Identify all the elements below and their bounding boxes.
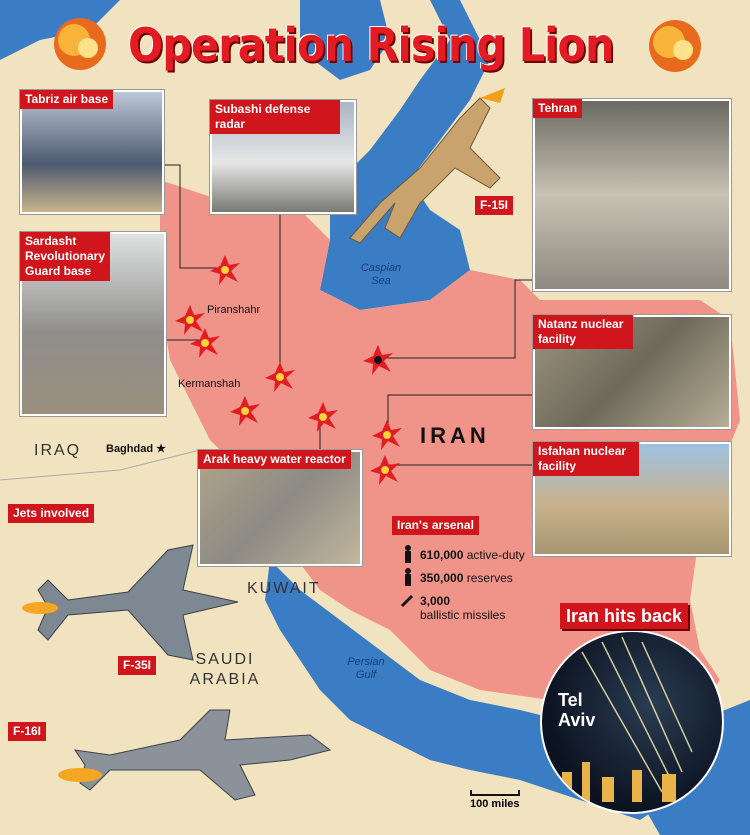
place-baghdad: Baghdad ★ xyxy=(106,443,166,455)
strike-burst-icon xyxy=(363,345,393,375)
arsenal-header: Iran's arsenal xyxy=(392,516,479,535)
country-iran: IRAN xyxy=(420,423,490,448)
f15-jet-icon xyxy=(340,88,510,248)
f16-label: F-16I xyxy=(8,722,46,741)
natanz-label: Natanz nuclear facility xyxy=(533,315,633,349)
country-iraq: IRAQ xyxy=(34,442,82,459)
strike-burst-icon xyxy=(265,362,295,392)
iran-hits-back-header: Iran hits back xyxy=(560,603,688,629)
tel-aviv-label: Tel Aviv xyxy=(558,690,596,730)
tehran-label: Tehran xyxy=(533,99,582,118)
jets-header: Jets involved xyxy=(8,504,94,523)
tehran-photo xyxy=(533,99,731,291)
arsenal-item-reserves: 350,000 reserves xyxy=(420,571,513,585)
f15-label: F-15I xyxy=(475,196,513,215)
strike-burst-icon xyxy=(370,455,400,485)
strike-burst-icon xyxy=(372,420,402,450)
soldier-icon xyxy=(402,568,414,586)
soldier-icon xyxy=(402,545,414,563)
scale-bar xyxy=(470,790,520,796)
strike-burst-icon xyxy=(308,402,338,432)
sea-persian-gulf: Persian Gulf xyxy=(347,656,385,681)
f16-jet-icon xyxy=(40,695,340,815)
explosion-icon xyxy=(40,12,120,76)
page-title: Operation Rising Lion xyxy=(128,18,614,72)
strike-burst-icon xyxy=(210,255,240,285)
place-piranshahr: Piranshahr xyxy=(207,304,261,316)
sardasht-label: Sardasht Revolutionary Guard base xyxy=(20,232,110,281)
scale-label: 100 miles xyxy=(470,798,520,810)
capital-star-icon: ★ xyxy=(156,443,166,455)
country-kuwait: KUWAIT xyxy=(247,580,321,597)
strike-burst-icon xyxy=(190,328,220,358)
tabriz-label: Tabriz air base xyxy=(20,90,113,109)
arsenal-item-active: 610,000 active-duty xyxy=(420,548,525,562)
strike-burst-icon xyxy=(230,396,260,426)
arsenal-item-missiles: 3,000 ballistic missiles xyxy=(420,594,506,622)
isfahan-label: Isfahan nuclear facility xyxy=(533,442,639,476)
missile-icon xyxy=(400,594,414,608)
sea-caspian: Caspian Sea xyxy=(360,262,402,287)
subashi-label: Subashi defense radar xyxy=(210,100,340,134)
explosion-icon xyxy=(635,14,715,78)
country-saudi-arabia: SAUDI ARABIA xyxy=(189,651,261,688)
place-kermanshah: Kermanshah xyxy=(178,378,241,390)
f35-label: F-35I xyxy=(118,656,156,675)
arak-label: Arak heavy water reactor xyxy=(198,450,351,469)
